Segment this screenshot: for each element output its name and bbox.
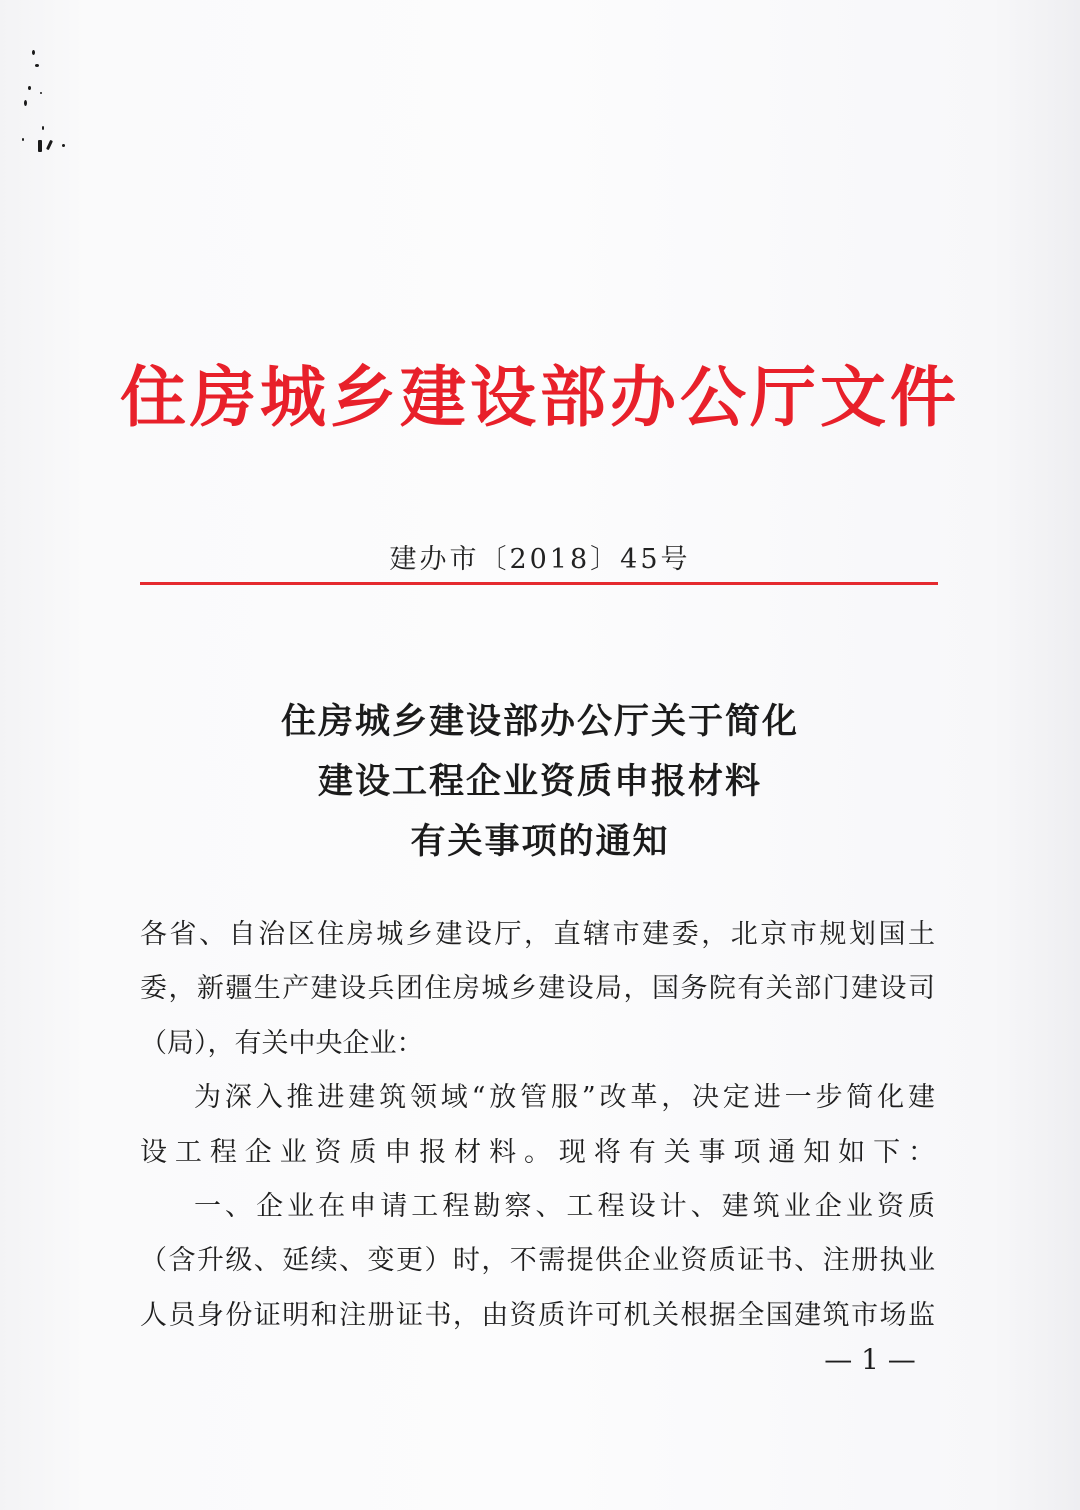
document-number: 建办市〔2018〕45号 [389, 544, 691, 575]
body-line: 一、企业在申请工程勘察、工程设计、建筑业企业资质 [194, 1190, 935, 1222]
body-line: 委，新疆生产建设兵团住房城乡建设局，国务院有关部门建设司 [140, 973, 935, 1005]
body-line: （含升级、延续、变更）时，不需提供企业资质证书、注册执业 [140, 1245, 935, 1277]
notice-title-line: 住房城乡建设部办公厅关于简化 [280, 701, 799, 742]
body-line: 各省、自治区住房城乡建设厅，直辖市建委，北京市规划国土 [140, 919, 935, 950]
scan-artifact-marks [18, 40, 78, 170]
red-divider-line [140, 582, 938, 585]
body-line: （局），有关中央企业： [140, 1027, 424, 1059]
issuing-authority-title: 住房城乡建设部办公厅文件 [120, 358, 960, 436]
page-number: — 1 — [824, 1343, 916, 1376]
body-line: 设工程企业资质申报材料。现将有关事项通知如下： [140, 1136, 935, 1168]
notice-title-line: 有关事项的通知 [410, 821, 670, 862]
body-line: 人员身份证明和注册证书，由资质许可机关根据全国建筑市场监 [140, 1299, 935, 1331]
body-line: 为深入推进建筑领域“放管服”改革，决定进一步简化建 [194, 1082, 935, 1114]
notice-title-line: 建设工程企业资质申报材料 [317, 761, 762, 802]
notice-body [140, 908, 935, 1343]
notice-title [0, 692, 1080, 872]
